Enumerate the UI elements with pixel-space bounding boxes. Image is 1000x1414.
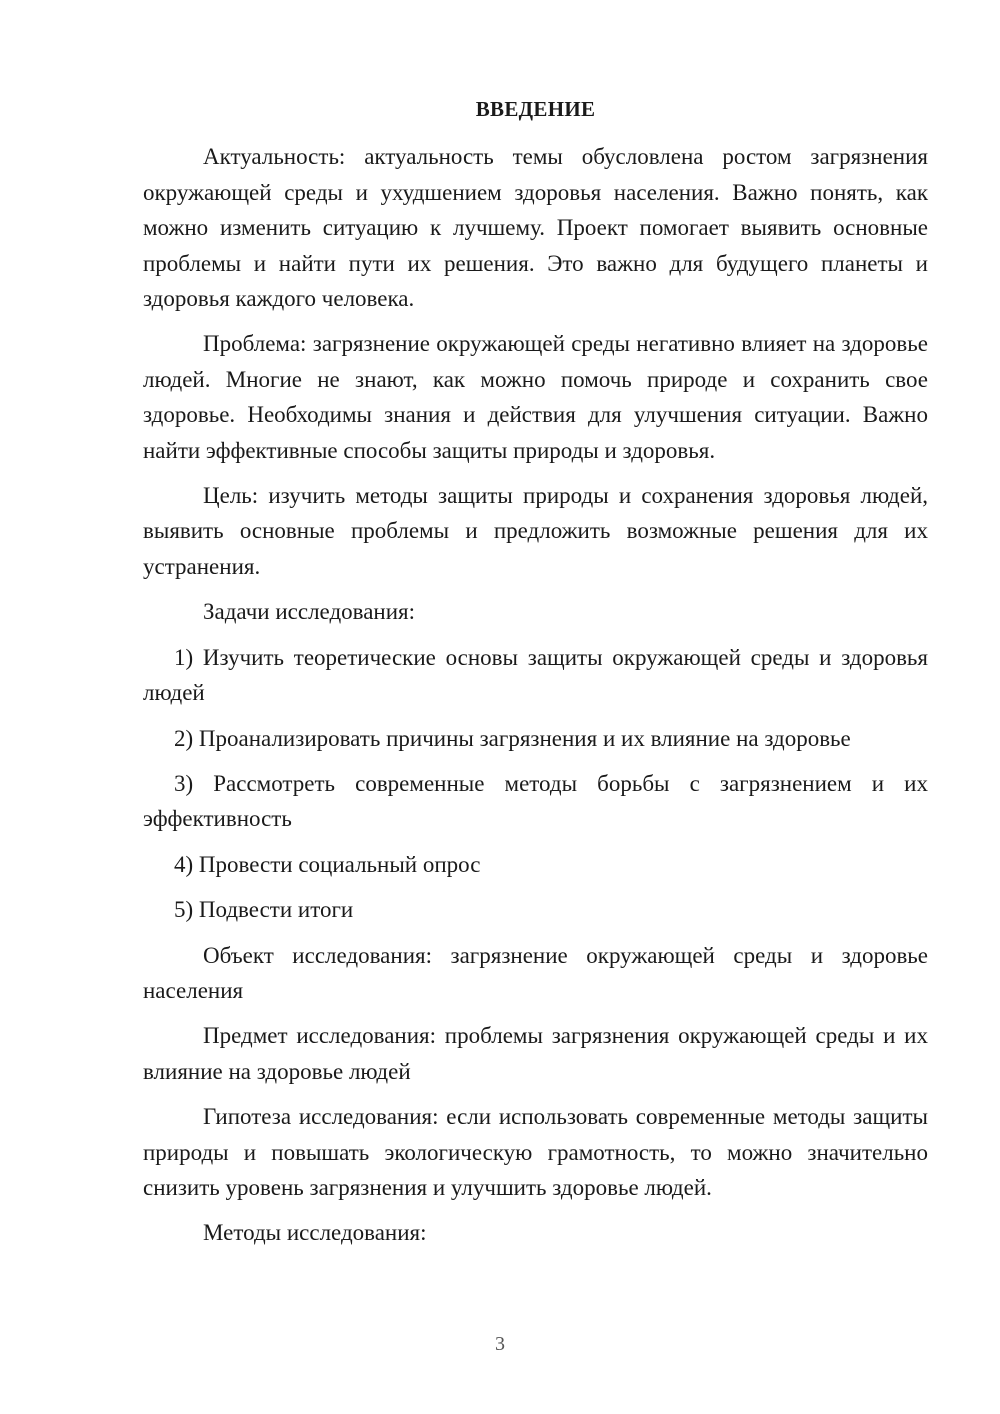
subject-paragraph: Предмет исследования: проблемы загрязнения окружающей среды и их влияние на здоровье людей: [143, 1023, 928, 1084]
relevance-paragraph: Актуальность: актуальность темы обусловлена ростом загрязнения окружающей среды и ухудшением здоровья населения. Важно понять, как можно изменить ситуацию к лучшему. Проект помогает выявить основные проблемы и найти пути их решения. Это важно для будущего планеты и здоровья каждого человека.: [143, 144, 928, 312]
page-number: 3: [495, 1333, 505, 1355]
task-item: 3) Рассмотреть современные методы борьбы с загрязнением и их эффективность: [143, 770, 928, 832]
tasks-heading: Задачи исследования:: [203, 599, 416, 625]
goal-paragraph: Цель: изучить методы защиты природы и сохранения здоровья людей, выявить основные проблемы и предложить возможные решения для их устранения.: [143, 483, 928, 579]
task-item: 2) Проанализировать причины загрязнения и их влияние на здоровье: [174, 725, 851, 751]
methods-heading: Методы исследования:: [203, 1220, 427, 1246]
task-item: 5) Подвести итоги: [174, 897, 354, 923]
problem-paragraph: Проблема: загрязнение окружающей среды негативно влияет на здоровье людей. Многие не знают, как можно помочь природе и сохранить свое здоровье. Необходимы знания и действия для улучшения ситуации. Важно найти эффективные способы защиты природы и здоровья.: [143, 331, 928, 463]
task-item: 1) Изучить теоретические основы защиты окружающей среды и здоровья людей: [143, 644, 928, 706]
section-title: ВВЕДЕНИЕ: [475, 97, 596, 121]
task-item: 4) Провести социальный опрос: [174, 851, 481, 877]
hypothesis-paragraph: Гипотеза исследования: если использовать современные методы защиты природы и повышать экологическую грамотность, то можно значительно снизить уровень загрязнения и улучшить здоровье людей.: [143, 1104, 928, 1200]
object-paragraph: Объект исследования: загрязнение окружающей среды и здоровье населения: [143, 942, 928, 1003]
page-body: [143, 92, 928, 1261]
